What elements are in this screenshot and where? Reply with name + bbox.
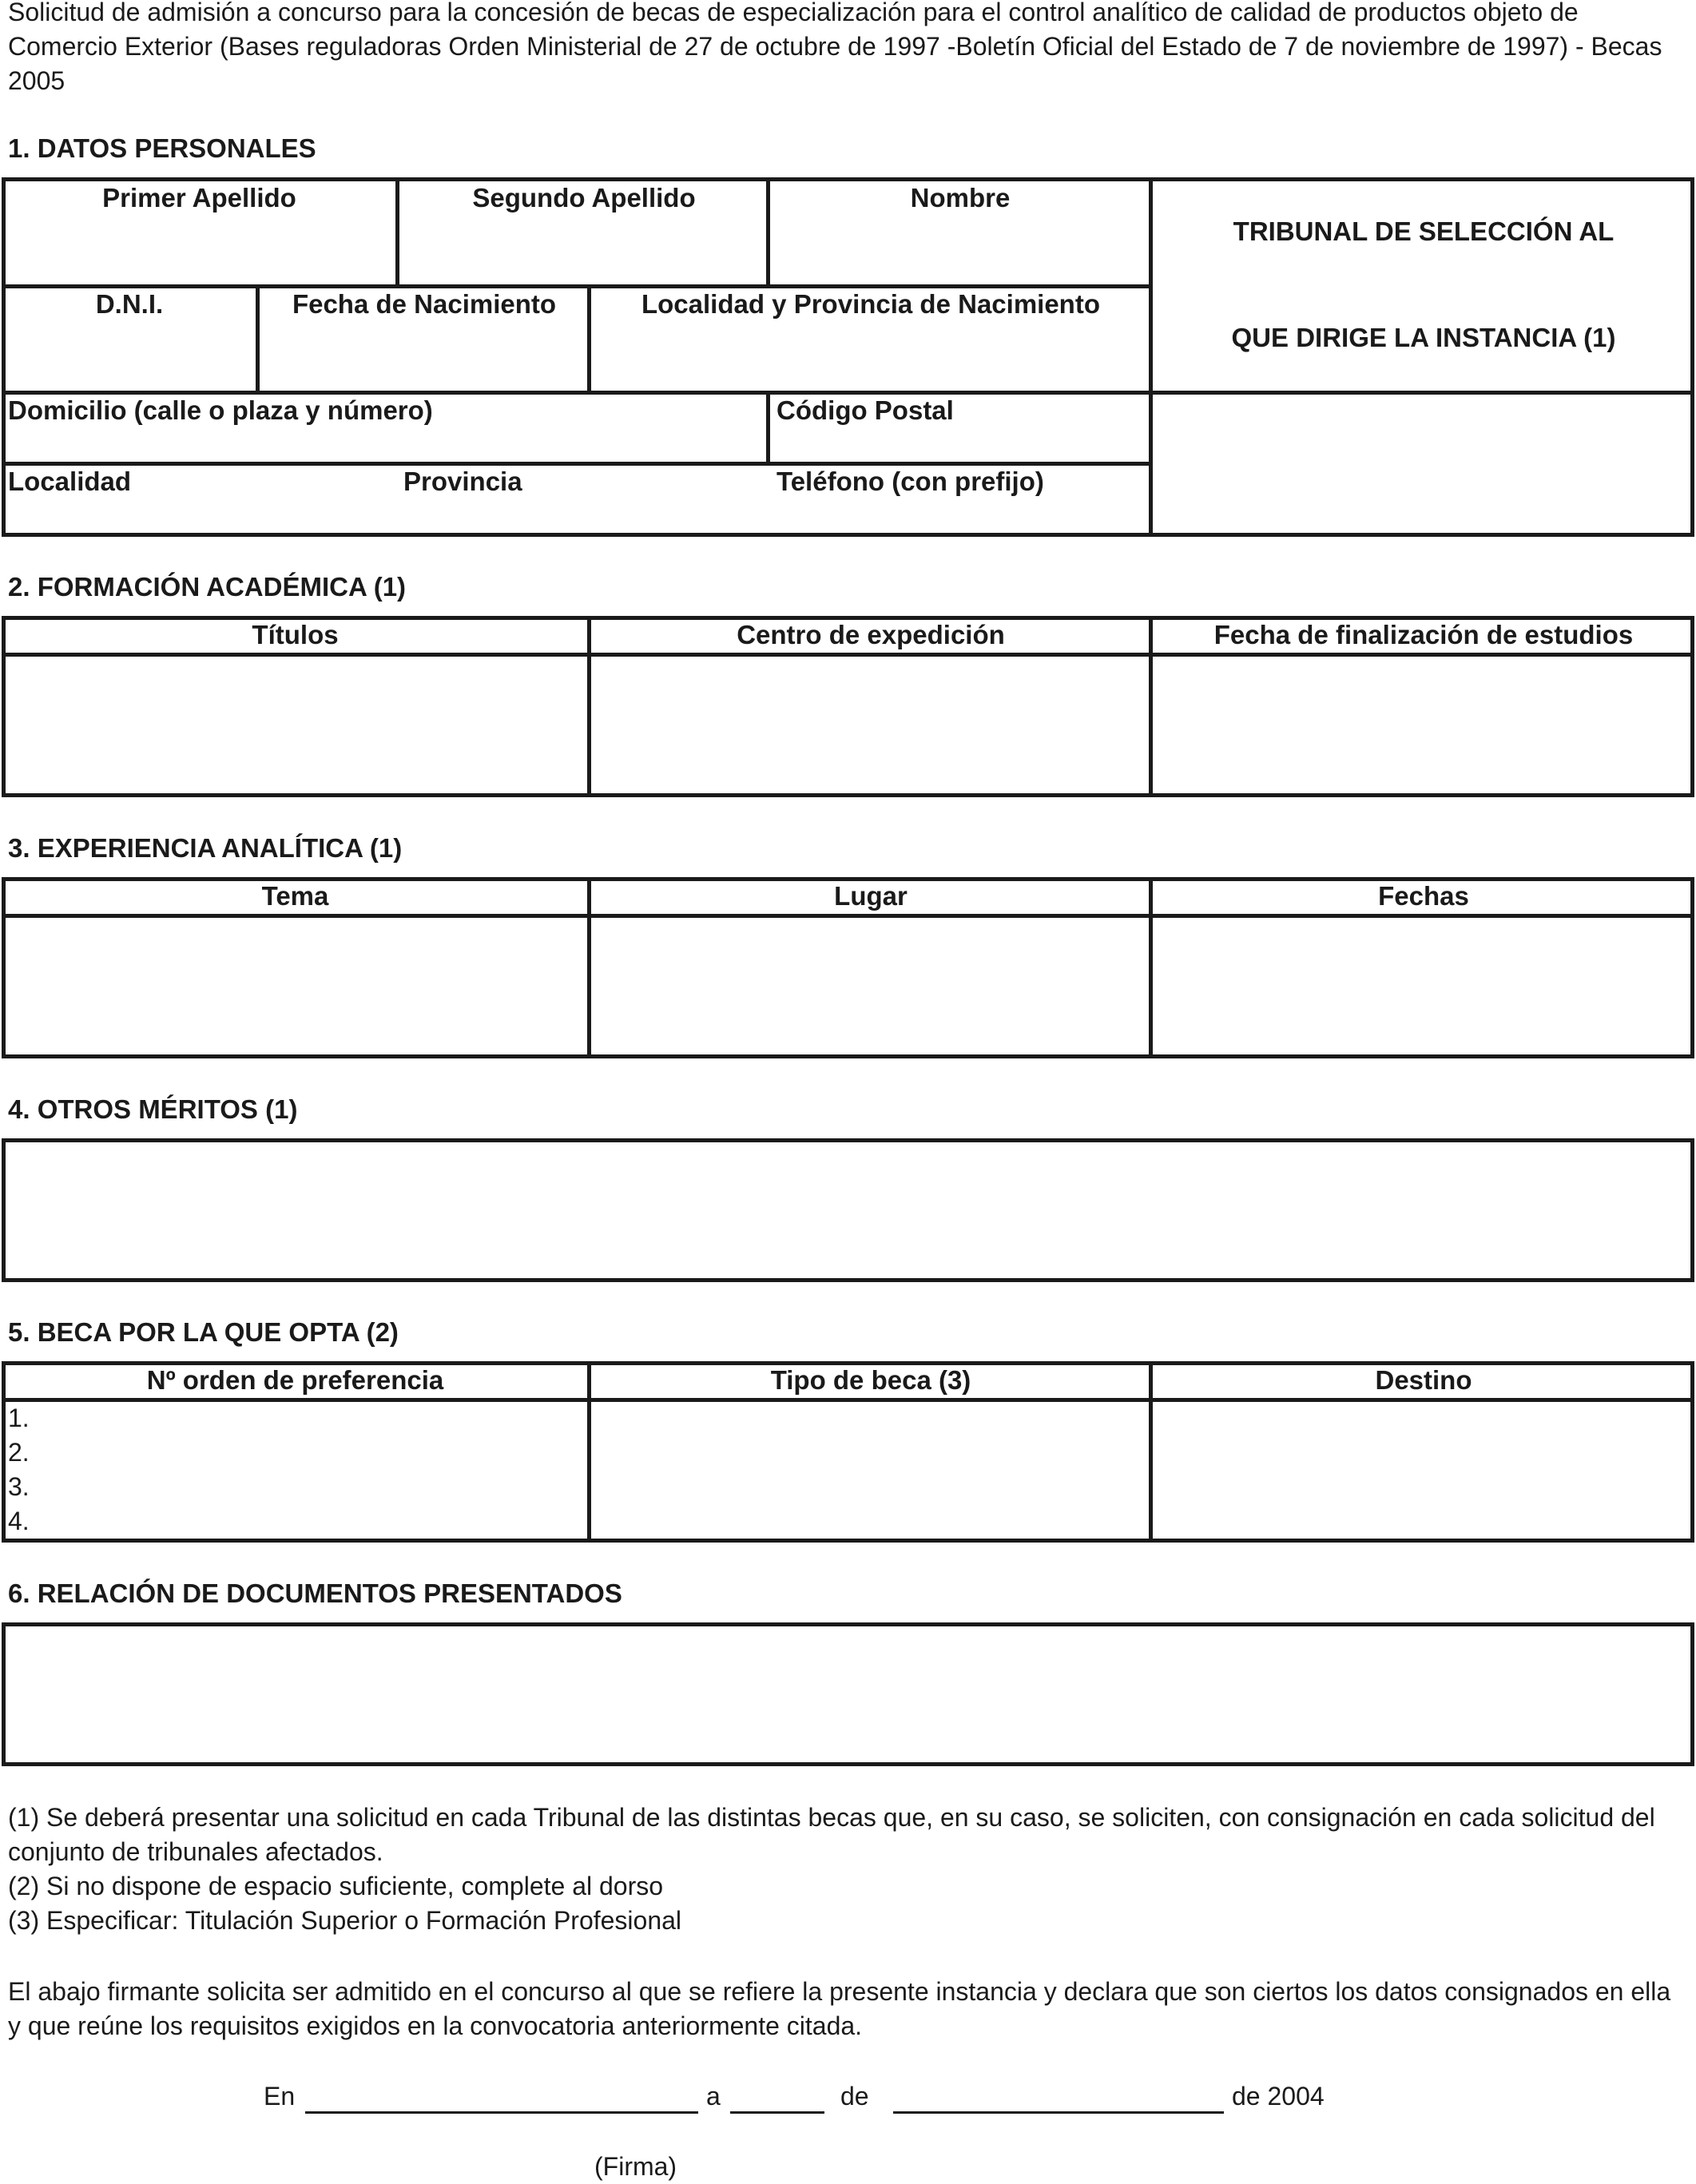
signature-year: de 2004: [1232, 2082, 1325, 2111]
academic-header-fecha: Fecha de finalización de estudios: [1213, 620, 1634, 649]
beca-destino-field[interactable]: [1154, 1404, 1690, 1538]
academic-fecha-field[interactable]: [1154, 658, 1690, 792]
section-3-title: 3. EXPERIENCIA ANALÍTICA (1): [8, 833, 403, 863]
provincia-field[interactable]: [403, 499, 763, 533]
nombre-field[interactable]: [772, 216, 1147, 283]
signature-month-field[interactable]: [893, 2077, 1224, 2111]
beca-row-4: 4.: [8, 1507, 30, 1535]
signature-place-field[interactable]: [305, 2077, 698, 2111]
experience-lugar-field[interactable]: [593, 919, 1147, 1054]
signature-en: En: [264, 2082, 296, 2111]
academic-header-centro: Centro de expedición: [737, 620, 1005, 649]
dni-field[interactable]: [6, 322, 254, 389]
segundo-apellido-label: Segundo Apellido: [472, 183, 696, 212]
beca-orden-field[interactable]: [36, 1404, 586, 1538]
primer-apellido-field[interactable]: [6, 216, 394, 283]
section-5-title: 5. BECA POR LA QUE OPTA (2): [8, 1317, 399, 1347]
note-1: (1) Se deberá presentar una solicitud en cada Tribunal de las distintas becas que, en su caso, se soliciten, con consignación en cada solicitud del conjunto de tribunales afectados.: [8, 1803, 1655, 1866]
primer-apellido-label: Primer Apellido: [102, 183, 296, 212]
localidad-label: Localidad: [8, 467, 132, 496]
note-2: (2) Si no dispone de espacio suficiente, complete al dorso: [8, 1872, 664, 1900]
telefono-label: Teléfono (con prefijo): [777, 467, 1044, 496]
declaration-text: El abajo firmante solicita ser admitido en el concurso al que se refiere la presente instancia y declara que son ciertos los datos consignados en ella y que reúne los requisitos exigidos en la convocatoria anteriormente citada.: [8, 1977, 1671, 2040]
codigo-postal-field[interactable]: [772, 428, 1147, 460]
beca-tipo-field[interactable]: [593, 1404, 1147, 1538]
section-1-title: 1. DATOS PERSONALES: [8, 133, 316, 163]
beca-row-1: 1.: [8, 1404, 30, 1432]
signature-a: a: [706, 2082, 721, 2111]
experience-fechas-field[interactable]: [1154, 919, 1690, 1054]
localidad-provincia-nacimiento-label: Localidad y Provincia de Nacimiento: [641, 289, 1100, 319]
fecha-nacimiento-label: Fecha de Nacimiento: [292, 289, 557, 319]
intro-text: Solicitud de admisión a concurso para la concesión de becas de especialización para el control analítico de calidad de productos objeto de Comercio Exterior (Bases reguladoras Orden Ministerial de 27 de octubre de 1997 -Boletín Oficial del Estado de 7 de noviembre de 1997) - Becas 2005: [8, 0, 1662, 95]
localidad-field[interactable]: [6, 499, 398, 533]
domicilio-field[interactable]: [6, 428, 765, 460]
experience-header-fechas: Fechas: [1378, 881, 1469, 911]
otros-meritos-field[interactable]: [6, 1143, 1690, 1277]
domicilio-label: Domicilio (calle o plaza y número): [8, 395, 433, 425]
section-2-title: 2. FORMACIÓN ACADÉMICA (1): [8, 572, 407, 602]
tribunal-field[interactable]: [1154, 396, 1690, 532]
signature-day-field[interactable]: [730, 2077, 824, 2111]
beca-row-2: 2.: [8, 1438, 30, 1467]
experience-tema-field[interactable]: [6, 919, 586, 1054]
codigo-postal-label: Código Postal: [777, 395, 954, 425]
experience-header-lugar: Lugar: [834, 881, 908, 911]
segundo-apellido-field[interactable]: [401, 216, 765, 283]
provincia-label: Provincia: [403, 467, 522, 496]
tribunal-line-2: QUE DIRIGE LA INSTANCIA (1): [1231, 323, 1616, 352]
signature-de: de: [840, 2082, 869, 2111]
academic-header-titulos: Títulos: [252, 620, 339, 649]
documentos-field[interactable]: [6, 1627, 1690, 1761]
signature-firma: (Firma): [594, 2152, 677, 2181]
section-6-title: 6. RELACIÓN DE DOCUMENTOS PRESENTADOS: [8, 1578, 622, 1608]
nombre-label: Nombre: [910, 183, 1011, 212]
beca-header-destino: Destino: [1375, 1365, 1472, 1395]
academic-titulos-field[interactable]: [6, 658, 586, 792]
beca-header-orden: Nº orden de preferencia: [146, 1365, 444, 1395]
beca-header-tipo: Tipo de beca (3): [770, 1365, 971, 1395]
beca-row-3: 3.: [8, 1472, 30, 1501]
academic-centro-field[interactable]: [593, 658, 1147, 792]
fecha-nacimiento-field[interactable]: [261, 322, 585, 389]
localidad-provincia-nacimiento-field[interactable]: [593, 322, 1147, 389]
telefono-field[interactable]: [772, 499, 1147, 533]
tribunal-line-1: TRIBUNAL DE SELECCIÓN AL: [1233, 216, 1615, 246]
dni-label: D.N.I.: [95, 289, 164, 319]
experience-header-tema: Tema: [261, 881, 329, 911]
section-4-title: 4. OTROS MÉRITOS (1): [8, 1094, 298, 1124]
note-3: (3) Especificar: Titulación Superior o Formación Profesional: [8, 1906, 682, 1935]
